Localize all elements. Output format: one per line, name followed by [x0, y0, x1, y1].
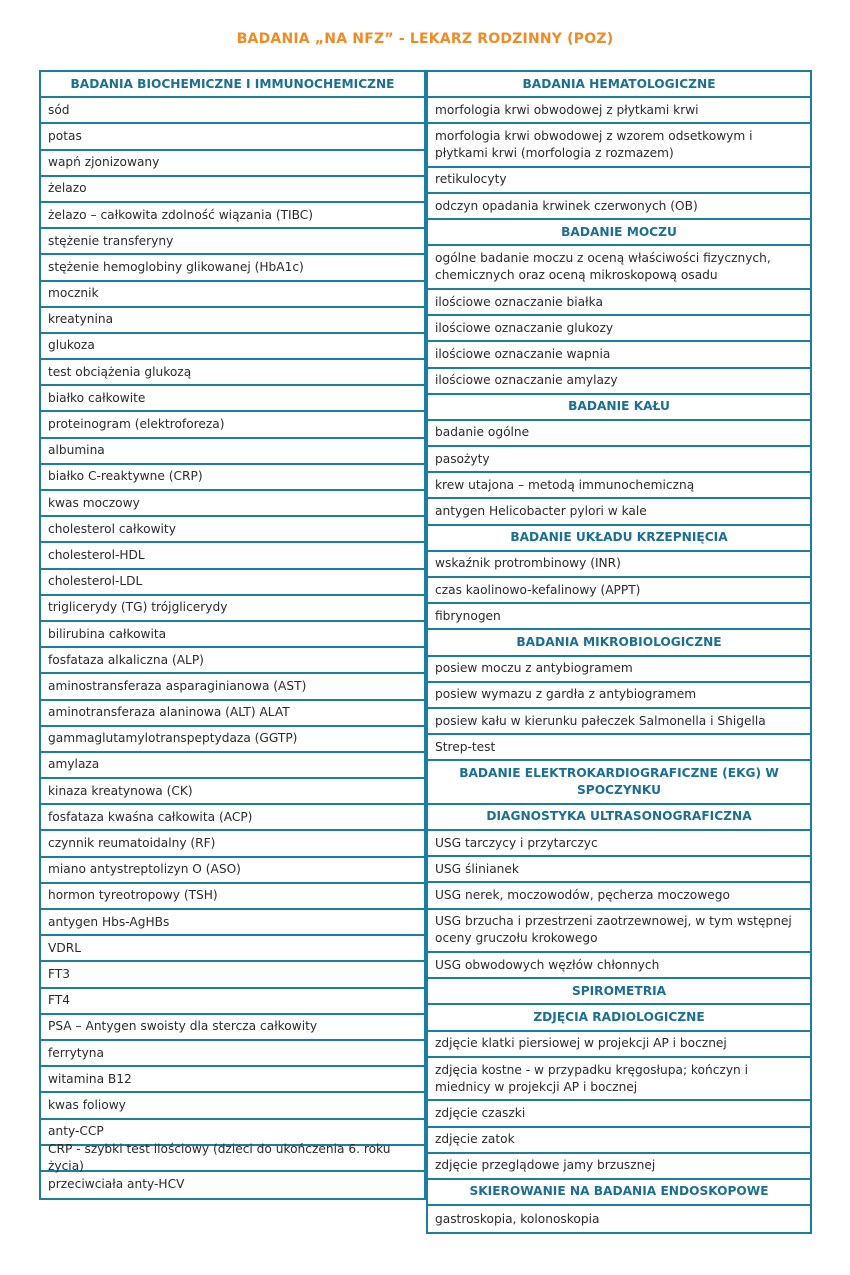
list-item: fosfataza alkaliczna (ALP) — [41, 648, 424, 674]
list-item: albumina — [41, 439, 424, 465]
other-tests-panel — [426, 70, 812, 1234]
list-item: witamina B12 — [41, 1067, 424, 1093]
list-item: FT3 — [41, 962, 424, 988]
page-title: BADANIA „NA NFZ” - LEKARZ RODZINNY (POZ) — [236, 31, 614, 47]
list-item: USG ślinianek — [428, 857, 810, 883]
list-item: mocznik — [41, 282, 424, 308]
list-item: USG obwodowych węzłów chłonnych — [428, 953, 810, 979]
list-item: kreatynina — [41, 308, 424, 334]
list-item: kwas foliowy — [41, 1093, 424, 1119]
list-item: kinaza kreatynowa (CK) — [41, 779, 424, 805]
list-item: bilirubina całkowita — [41, 622, 424, 648]
list-item: zdjęcie czaszki — [428, 1101, 810, 1127]
list-item: ilościowe oznaczanie białka — [428, 290, 810, 316]
list-item: USG tarczycy i przytarczyc — [428, 831, 810, 857]
list-item: potas — [41, 124, 424, 150]
list-item: zdjęcia kostne - w przypadku kręgosłupa; kończyn i miednicy w projekcji AP i bocznej — [428, 1058, 810, 1102]
list-item: miano antystreptolizyn O (ASO) — [41, 858, 424, 884]
list-item: morfologia krwi obwodowej z wzorem odsetkowym i płytkami krwi (morfologia z rozmazem) — [428, 124, 810, 168]
list-item: czas kaolinowo-kefalinowy (APPT) — [428, 578, 810, 604]
list-item: posiew moczu z antybiogramem — [428, 657, 810, 683]
list-item: cholesterol-HDL — [41, 543, 424, 569]
list-item: retikulocyty — [428, 168, 810, 194]
list-item: fibrynogen — [428, 604, 810, 630]
list-item: białko C-reaktywne (CRP) — [41, 465, 424, 491]
list-item: gammaglutamylotranspeptydaza (GGTP) — [41, 727, 424, 753]
list-item: ferrytyna — [41, 1041, 424, 1067]
list-item: posiew wymazu z gardła z antybiogramem — [428, 683, 810, 709]
list-item: cholesterol całkowity — [41, 517, 424, 543]
list-item: aminotransferaza alaninowa (ALT) ALAT — [41, 701, 424, 727]
list-item: zdjęcie klatki piersiowej w projekcji AP i bocznej — [428, 1032, 810, 1058]
list-item: gastroskopia, kolonoskopia — [435, 1211, 600, 1226]
list-item: białko całkowite — [41, 386, 424, 412]
list-item: ilościowe oznaczanie glukozy — [428, 316, 810, 342]
list-item: stężenie hemoglobiny glikowanej (HbA1c) — [41, 255, 424, 281]
section-header-ultrasound: DIAGNOSTYKA ULTRASONOGRAFICZNA — [428, 805, 810, 831]
list-item: antygen Hbs-AgHBs — [41, 910, 424, 936]
list-item: ilościowe oznaczanie wapnia — [428, 342, 810, 368]
list-item: glukoza — [41, 334, 424, 360]
list-item: CRP - szybki test ilościowy (dzieci do ukończenia 6. roku życia) — [41, 1146, 424, 1172]
section-header-coagulation: BADANIE UKŁADU KRZEPNIĘCIA — [428, 526, 810, 552]
section-header-endoscopy: SKIEROWANIE NA BADANIA ENDOSKOPOWE — [428, 1180, 810, 1206]
list-item: USG brzucha i przestrzeni zaotrzewnowej, w tym wstępnej oceny gruczołu krokowego — [428, 910, 810, 954]
list-item: stężenie transferyny — [41, 229, 424, 255]
section-header-urine: BADANIE MOCZU — [428, 220, 810, 246]
section-header-microbiology: BADANIA MIKROBIOLOGICZNE — [428, 630, 810, 656]
list-item: posiew kału w kierunku pałeczek Salmonella i Shigella — [428, 709, 810, 735]
list-item: ogólne badanie moczu z oceną właściwości fizycznych, chemicznych oraz oceną mikroskopową osadu — [428, 246, 810, 290]
list-item: odczyn opadania krwinek czerwonych (OB) — [428, 194, 810, 220]
list-item: aminostransferaza asparaginianowa (AST) — [41, 674, 424, 700]
list-item: Strep-test — [428, 735, 810, 761]
list-item: anty-CCP — [41, 1120, 424, 1146]
list-item: zdjęcie przeglądowe jamy brzusznej — [428, 1154, 810, 1180]
section-header-stool: BADANIE KAŁU — [428, 395, 810, 421]
list-item: proteinogram (elektroforeza) — [41, 412, 424, 438]
list-item: cholesterol-LDL — [41, 570, 424, 596]
list-item: sód — [41, 98, 424, 124]
section-header-hematology: BADANIA HEMATOLOGICZNE — [428, 72, 810, 98]
list-item: FT4 — [41, 989, 424, 1015]
list-item: badanie ogólne — [428, 421, 810, 447]
list-item: test obciążenia glukozą — [41, 360, 424, 386]
list-item: VDRL — [41, 936, 424, 962]
list-item: wapń zjonizowany — [41, 151, 424, 177]
list-item: PSA – Antygen swoisty dla stercza całkowity — [41, 1015, 424, 1041]
list-item: fosfataza kwaśna całkowita (ACP) — [41, 805, 424, 831]
list-item: czynnik reumatoidalny (RF) — [41, 831, 424, 857]
list-item: hormon tyreotropowy (TSH) — [41, 884, 424, 910]
list-item: USG nerek, moczowodów, pęcherza moczowego — [428, 883, 810, 909]
list-item: amylaza — [41, 753, 424, 779]
list-item: przeciwciała anty-HCV — [48, 1177, 185, 1192]
section-header: BADANIA BIOCHEMICZNE I IMMUNOCHEMICZNE — [41, 72, 424, 98]
list-item: morfologia krwi obwodowej z płytkami krwi — [428, 98, 810, 124]
biochemical-panel — [39, 70, 426, 1200]
section-header-spirometry: SPIROMETRIA — [428, 979, 810, 1005]
list-item: zdjęcie zatok — [428, 1128, 810, 1154]
section-header-radiology: ZDJĘCIA RADIOLOGICZNE — [428, 1005, 810, 1031]
list-item: żelazo – całkowita zdolność wiązania (TIBC) — [41, 203, 424, 229]
section-header-ekg: BADANIE ELEKTROKARDIOGRAFICZNE (EKG) W SPOCZYNKU — [428, 761, 810, 805]
list-item: wskaźnik protrombinowy (INR) — [428, 552, 810, 578]
list-item: triglicerydy (TG) trójglicerydy — [41, 596, 424, 622]
list-item: żelazo — [41, 177, 424, 203]
list-item: antygen Helicobacter pylori w kale — [428, 499, 810, 525]
list-item: ilościowe oznaczanie amylazy — [428, 369, 810, 395]
list-item: krew utajona – metodą immunochemiczną — [428, 473, 810, 499]
list-item: kwas moczowy — [41, 491, 424, 517]
list-item: pasożyty — [428, 447, 810, 473]
